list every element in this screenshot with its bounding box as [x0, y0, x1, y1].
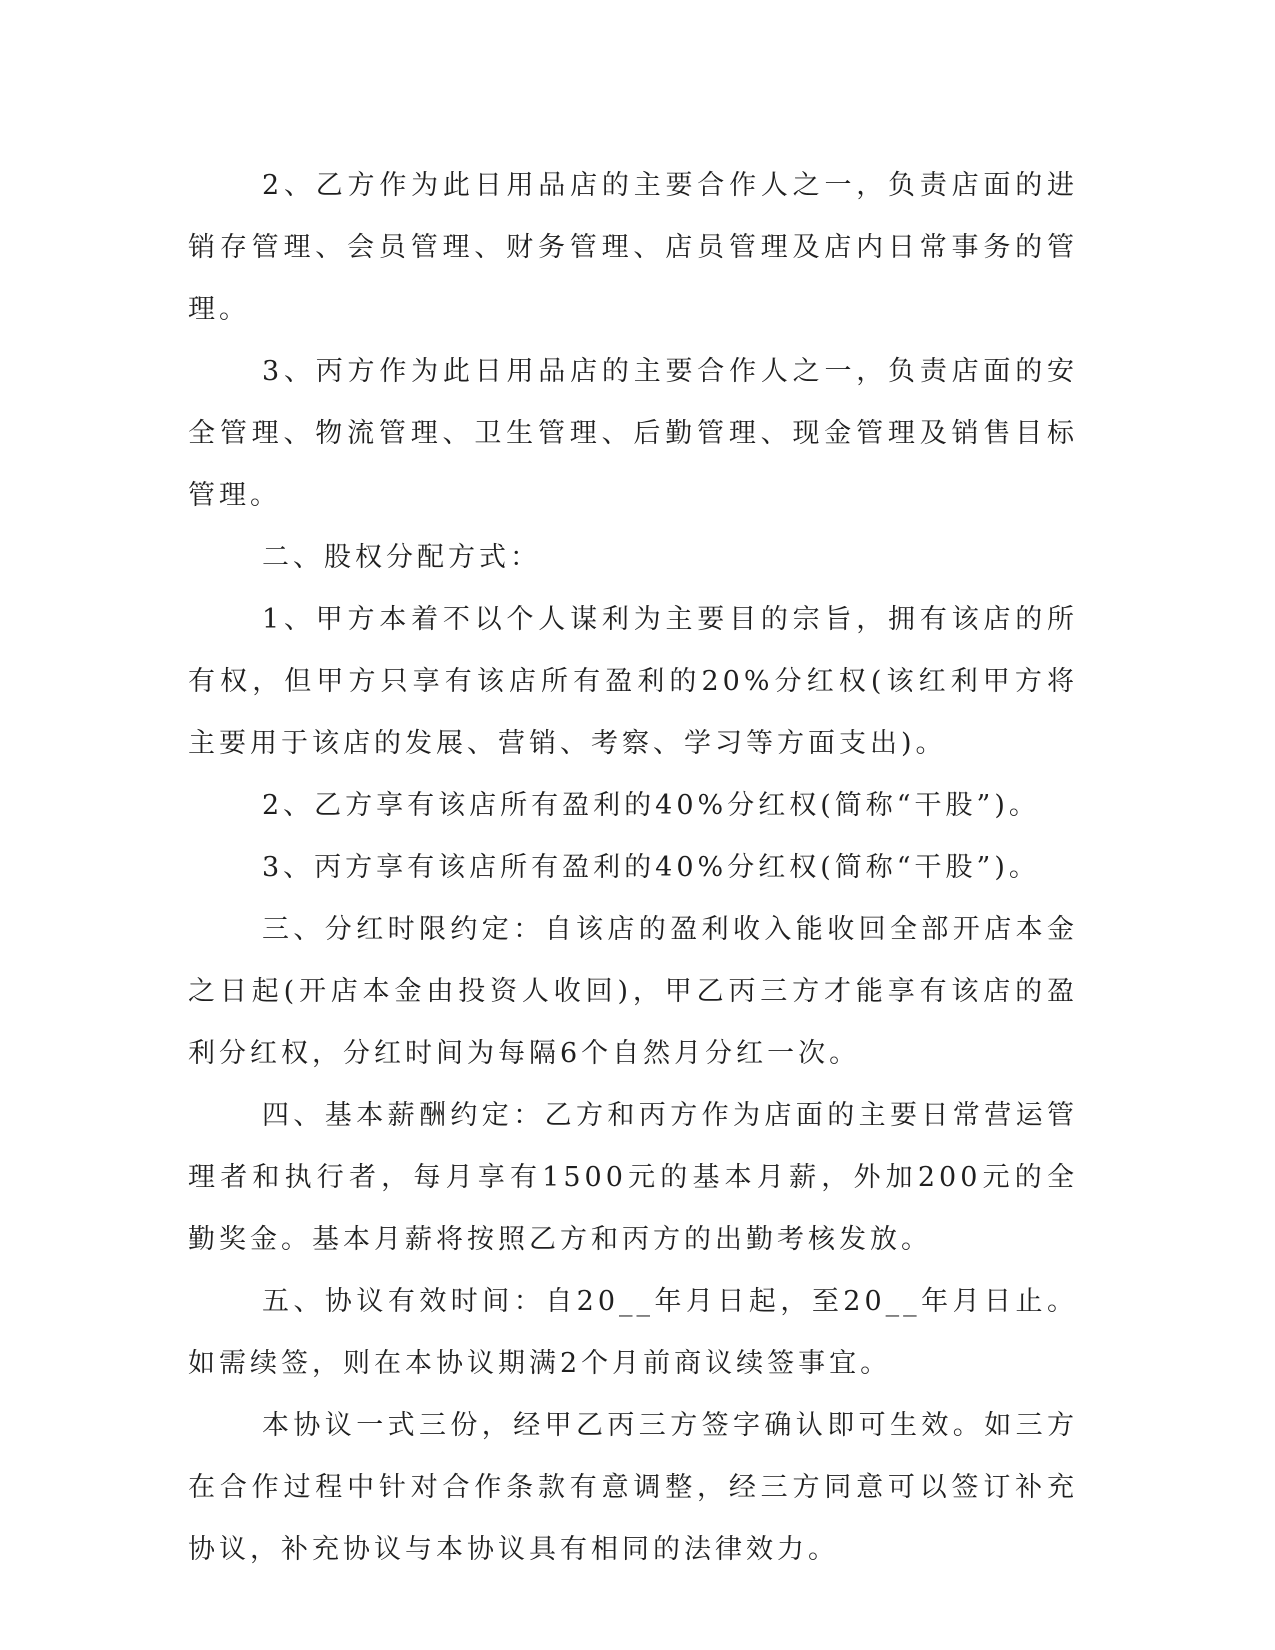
paragraph-bing-fang-duties: 3、丙方作为此日用品店的主要合作人之一，负责店面的安全管理、物流管理、卫生管理、后勤管理、现金管理及销售目标管理。	[188, 356, 1078, 511]
document-body	[188, 155, 1078, 1581]
paragraph-yi-fang-duties: 2、乙方作为此日用品店的主要合作人之一，负责店面的进销存管理、会员管理、财务管理、店员管理及店内日常事务的管理。	[188, 170, 1078, 325]
paragraph-bing-fang-equity: 3、丙方享有该店所有盈利的40%分红权(简称“干股”)。	[262, 852, 1040, 883]
paragraph-yi-fang-equity: 2、乙方享有该店所有盈利的40%分红权(简称“干股”)。	[262, 790, 1040, 821]
paragraph-closing-terms: 本协议一式三份，经甲乙丙三方签字确认即可生效。如三方在合作过程中针对合作条款有意调整，经三方同意可以签订补充协议，补充协议与本协议具有相同的法律效力。	[188, 1410, 1078, 1565]
section-heading-equity: 二、股权分配方式：	[262, 542, 541, 573]
paragraph-validity-period: 五、协议有效时间：自20__年月日起，至20__年月日止。如需续签，则在本协议期满2个月前商议续签事宜。	[188, 1286, 1078, 1379]
paragraph-jia-fang-equity: 1、甲方本着不以个人谋利为主要目的宗旨，拥有该店的所有权，但甲方只享有该店所有盈利的20%分红权(该红利甲方将主要用于该店的发展、营销、考察、学习等方面支出)。	[188, 604, 1078, 759]
paragraph-base-salary: 四、基本薪酬约定：乙方和丙方作为店面的主要日常营运管理者和执行者，每月享有1500元的基本月薪，外加200元的全勤奖金。基本月薪将按照乙方和丙方的出勤考核发放。	[188, 1100, 1078, 1255]
paragraph-dividend-timing: 三、分红时限约定：自该店的盈利收入能收回全部开店本金之日起(开店本金由投资人收回)，甲乙丙三方才能享有该店的盈利分红权，分红时间为每隔6个自然月分红一次。	[188, 914, 1078, 1069]
